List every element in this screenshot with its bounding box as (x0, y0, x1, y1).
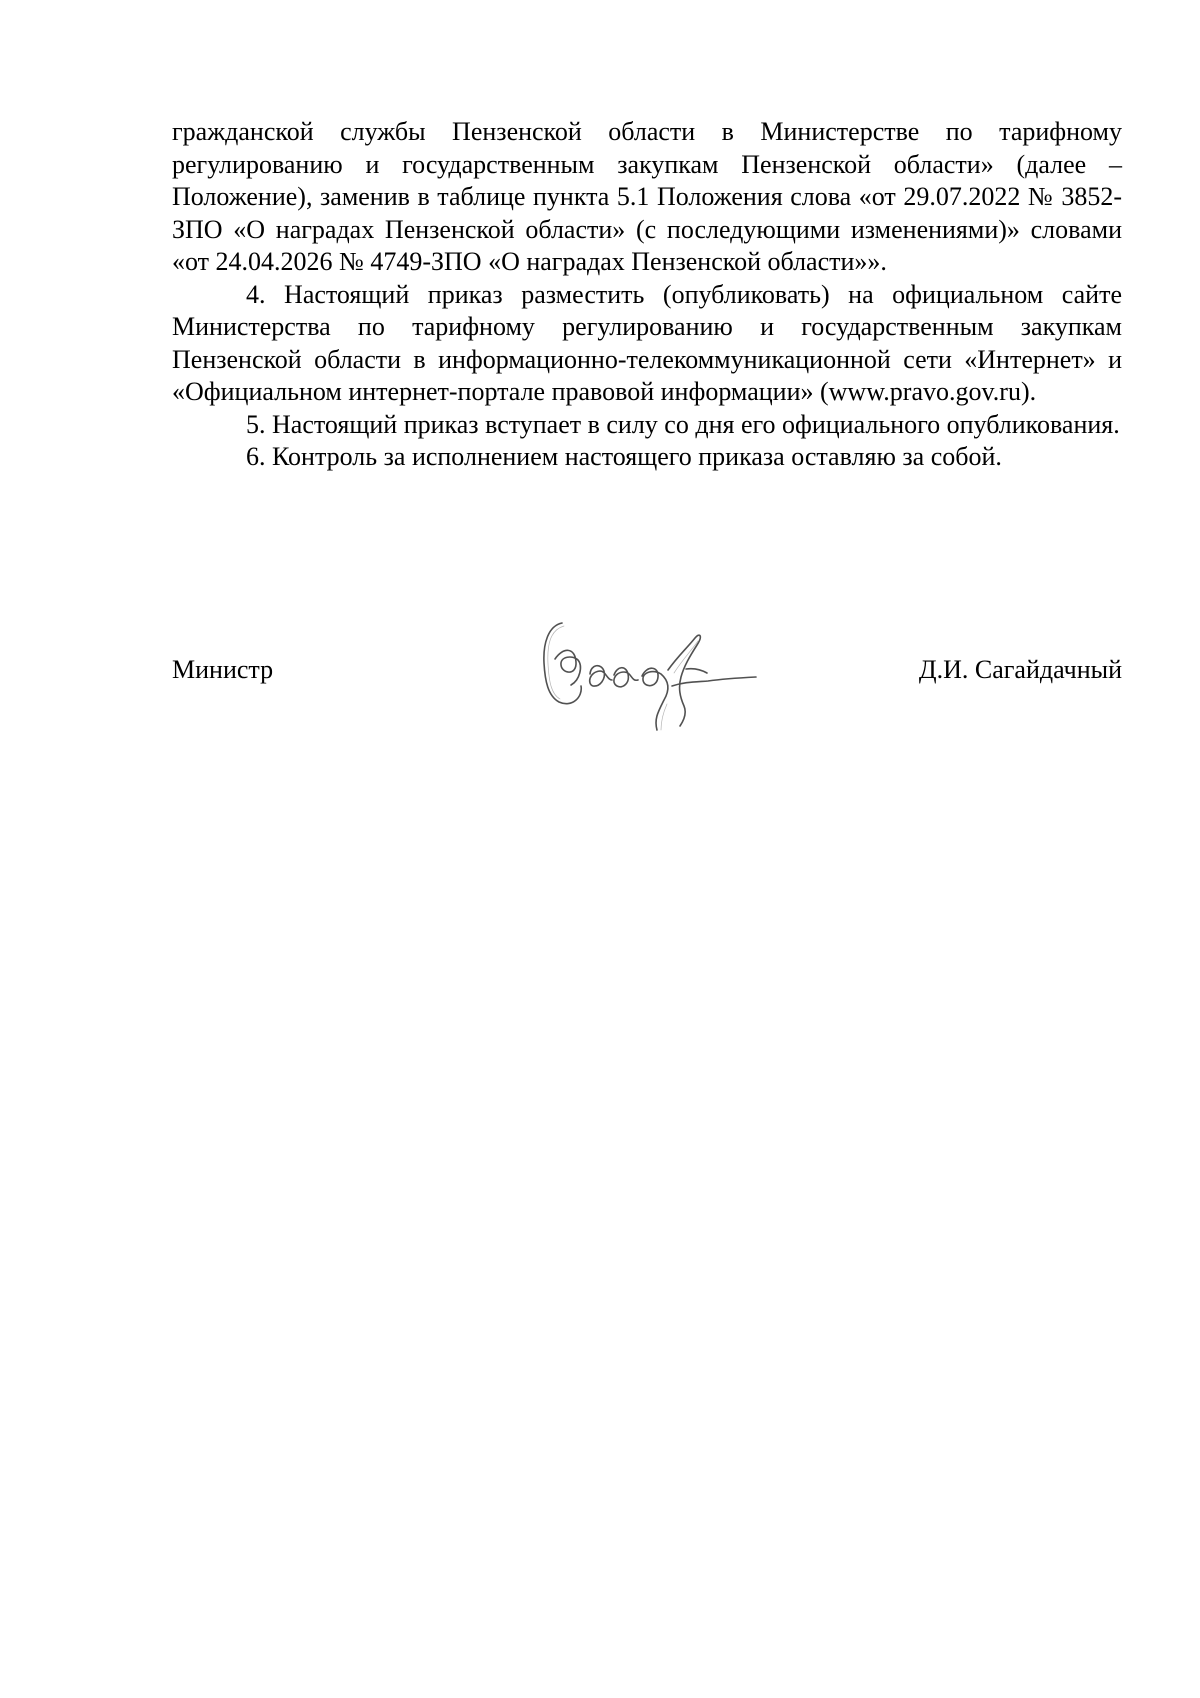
paragraph-continuation: гражданской службы Пензенской области в Министерстве по тарифному регулированию и государственным закупкам Пензенской области» (далее – Положение), заменив в таблице пункта 5.1 Положения слова «от 29.07.2022 № 3852-ЗПО «О наградах Пензенской области» (с последующими изменениями)» словами «от 24.04.2026 № 4749-ЗПО «О наградах Пензенской области»». (172, 117, 1122, 276)
signer-name: Д.И. Сагайдачный (918, 655, 1122, 684)
handwritten-signature (520, 614, 770, 734)
position-title: Министр (172, 655, 274, 684)
signature-drawing (520, 614, 770, 734)
paragraph-item-4: 4. Настоящий приказ разместить (опубликовать) на официальном сайте Министерства по тарифному регулированию и государственным закупкам Пензенской области в информационно-телекоммуникационной сети «Интернет» и «Официальном интернет-портале правовой информации» (www.pravo.gov.ru). (172, 279, 1122, 406)
paragraph-item-6: 6. Контроль за исполнением настоящего приказа оставляю за собой. (246, 442, 1002, 471)
paragraph-item-5: 5. Настоящий приказ вступает в силу со дня его официального опубликования. (246, 409, 1120, 439)
document-body (172, 116, 1122, 474)
